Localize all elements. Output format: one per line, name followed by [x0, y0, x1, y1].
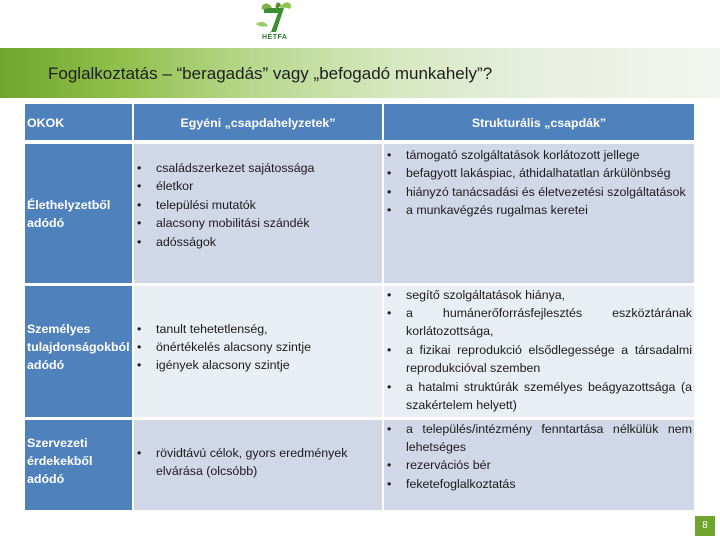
page-number: 8	[695, 516, 715, 536]
list-item: • adósságok	[134, 233, 378, 251]
list-item: • hiányzó tanácsadási és életvezetési szolgáltatások	[384, 183, 694, 201]
list-item: • igények alacsony szintje	[134, 356, 378, 374]
row-label: Személyes tulajdonságokból adódó	[25, 284, 133, 418]
slide-title: Foglalkoztatás – “beragadás” vagy „befogadó munkahely”?	[48, 64, 493, 83]
header-structural: Strukturális „csapdák”	[383, 104, 694, 140]
header-individual: Egyéni „csapdahelyzetek”	[133, 104, 383, 140]
list-item: • támogató szolgáltatások korlátozott jellege	[384, 146, 694, 164]
row-label: Élethelyzetből adódó	[25, 144, 133, 284]
table-row	[25, 418, 694, 510]
table-row	[25, 144, 694, 284]
individual-cell	[133, 418, 383, 510]
list-item: • a település/intézmény fenntartása nélkülük nem lehetséges	[384, 420, 694, 457]
list-item: • önértékelés alacsony szintje	[134, 338, 378, 356]
list-item: • a hatalmi struktúrák személyes beágyazottsága (a szakértelem helyett)	[384, 378, 694, 415]
structural-cell	[383, 284, 694, 418]
list-item: • a munkavégzés rugalmas keretei	[384, 201, 694, 219]
list-item: • rezervációs bér	[384, 456, 694, 474]
structural-cell	[383, 418, 694, 510]
row-label: Szervezeti érdekekből adódó	[25, 418, 133, 510]
list-item: • alacsony mobilitási szándék	[134, 214, 378, 232]
list-item: • a humánerőforrásfejlesztés eszköztárának korlátozottsága,	[384, 304, 694, 341]
list-item: • rövidtávú célok, gyors eredmények elvárása (olcsóbb)	[134, 444, 378, 481]
causes-table	[25, 104, 694, 510]
list-item: • települési mutatók	[134, 196, 378, 214]
structural-cell	[383, 144, 694, 284]
list-item: • életkor	[134, 177, 378, 195]
list-item: • befagyott lakáspiac, áthidalhatatlan árkülönbség	[384, 164, 694, 182]
list-item: • feketefoglalkoztatás	[384, 475, 694, 493]
logo-text: HÉTFA	[262, 34, 288, 41]
individual-cell	[133, 284, 383, 418]
individual-cell	[133, 144, 383, 284]
list-item: • segítő szolgáltatások hiánya,	[384, 286, 694, 304]
list-item: • a fizikai reprodukció elsődlegessége a társadalmi reprodukcióval szemben	[384, 341, 694, 378]
list-item: • családszerkezet sajátossága	[134, 159, 378, 177]
list-item: • tanult tehetetlenség,	[134, 320, 378, 338]
table-row	[25, 284, 694, 418]
header-okok: OKOK	[25, 104, 133, 140]
